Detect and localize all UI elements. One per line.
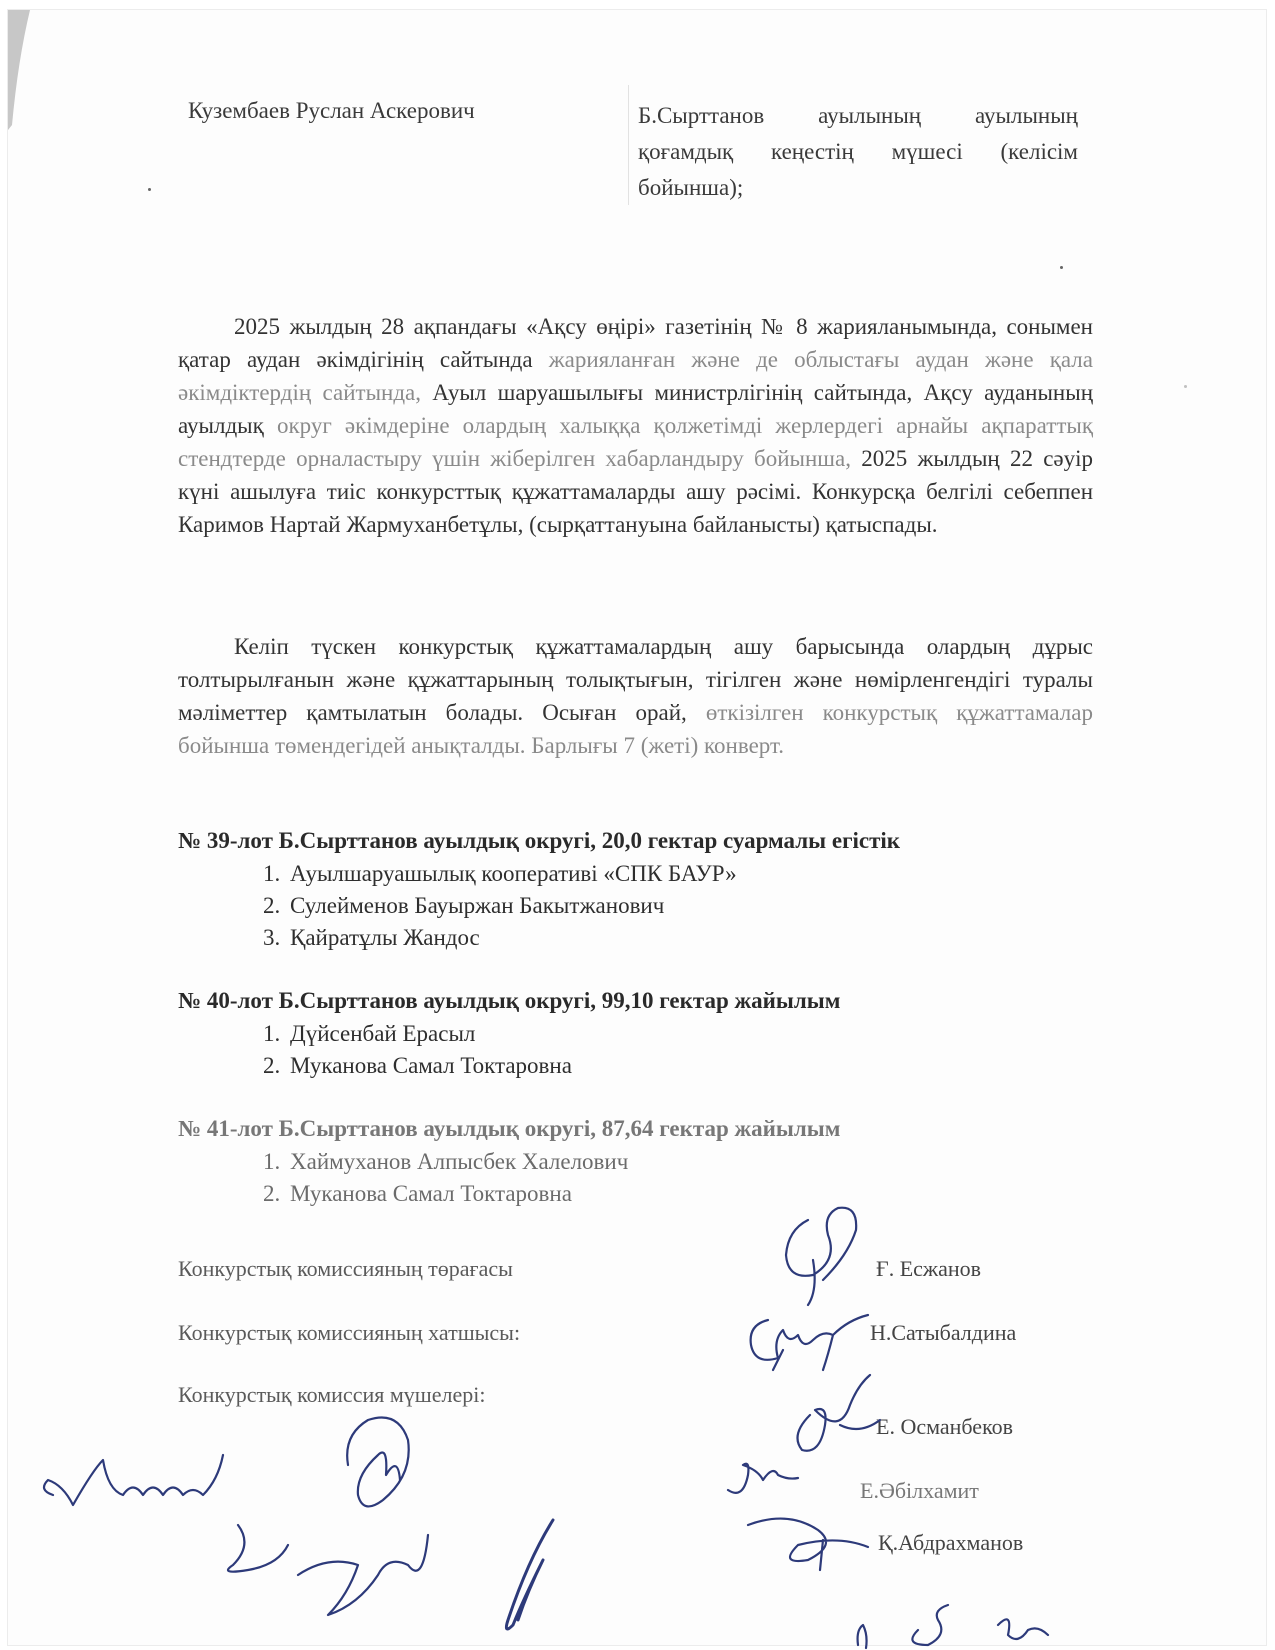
lot-block — [178, 1116, 1098, 1210]
member-signature-3 — [728, 1505, 888, 1575]
scan-speck — [1184, 385, 1187, 388]
paragraph-findings-main: Келіп түскен конкурстық құжаттамалардың ашу барысында олардың дұрыс толтырылғанын және құжаттарының толықтығын, тігілген және нөмірленгендігі туралы мәліметтер қамтылатын болады. Осыған орай, — [178, 634, 1093, 725]
paragraph-opening-faint: жарияланған және де облыстағы аудан және қала әкімдіктердің сайтында, — [178, 347, 1093, 405]
secretary-name: Н.Сатыбалдина — [870, 1320, 1017, 1345]
paragraph-opening-faint-2: округ әкімдеріне олардың халыққа қолжетімді жерлердегі арнайы ақпараттық стендтерде орналастыру үшін жіберілген хабарландыру бойынша, — [178, 413, 1094, 471]
lot-heading: № 39-лот Б.Сырттанов ауылдық округі, 20,0 гектар суармалы егістік — [178, 828, 901, 853]
applicant-list — [178, 1018, 1098, 1082]
bottom-signature-stroke — [488, 1510, 568, 1640]
member-signature-2 — [718, 1450, 808, 1510]
applicant-list — [178, 858, 1098, 954]
member-name-2: Е.Әбілхамит — [860, 1478, 979, 1503]
bottom-signature-left — [33, 1450, 233, 1530]
applicant-item: 1. Ауылшаруашылық кооперативі «СПК БАУР» — [286, 858, 1098, 890]
member-row — [8, 10, 1266, 230]
member-name-1: Е. Османбеков — [876, 1414, 1014, 1439]
lot-block — [178, 988, 1098, 1082]
paragraph-opening-ministry: Ауыл шаруашылығы министрлігінің сайтында, Ақсу ауданының ауылдық — [178, 380, 1094, 438]
applicant-item: 1. Хаймуханов Алпысбек Халелович — [286, 1146, 1098, 1178]
applicant-list — [178, 1146, 1098, 1210]
column-divider — [628, 85, 629, 205]
paragraph-opening-end: 2025 жылдың 22 сәуір күні ашылуға тиіс конкурсттық құжаттамаларды ашу рәсімі. Конкурсқа белгілі себеппен Каримов Нартай Жармуханбетұлы, (сырқаттануына байланысты) қатыспады. — [178, 446, 1094, 537]
members-label: Конкурстық комиссия мүшелері: — [178, 1382, 486, 1407]
applicant-item: 3. Қайратұлы Жандос — [286, 922, 1098, 954]
paragraph-findings — [178, 630, 1093, 762]
bottom-signature-right — [848, 1590, 1088, 1650]
scan-speck — [148, 188, 151, 191]
paragraph-opening-main: 2025 жылдың 28 ақпандағы «Ақсу өңірі» газетінің № 8 жарияланымында, сонымен қатар аудан әкімдігінің сайтында — [178, 314, 1093, 372]
member-name: Кузембаев Руслан Аскерович — [188, 98, 475, 123]
member-role: Б.Сырттанов ауылының ауылының қоғамдық кеңестің мүшесі (келісім бойынша); — [638, 103, 1078, 200]
document-page — [8, 10, 1266, 1645]
member-name-3: Қ.Абдрахманов — [878, 1530, 1024, 1555]
paragraph-findings-faint: өткізілген конкурстық құжаттамалар бойынша төмендегідей анықталды. Барлығы 7 (жеті) конверт. — [178, 700, 1093, 758]
chair-signature — [768, 1200, 878, 1310]
lot-heading: № 40-лот Б.Сырттанов ауылдық округі, 99,10 гектар жайылым — [178, 988, 841, 1013]
scan-speck — [1060, 266, 1063, 269]
chair-name: Ғ. Есжанов — [876, 1256, 982, 1281]
applicant-item: 2. Муканова Самал Токтаровна — [286, 1178, 1098, 1210]
applicant-item: 1. Дүйсенбай Ерасыл — [286, 1018, 1098, 1050]
secretary-label: Конкурстық комиссияның хатшысы: — [178, 1320, 521, 1345]
bottom-signature-middle — [208, 1505, 448, 1645]
lot-heading: № 41-лот Б.Сырттанов ауылдық округі, 87,64 гектар жайылым — [178, 1116, 841, 1141]
applicant-item: 2. Сулейменов Бауыржан Бакытжанович — [286, 890, 1098, 922]
paragraph-opening — [178, 310, 1093, 541]
chair-label: Конкурстық комиссияның төрағасы — [178, 1256, 513, 1281]
lot-block — [178, 828, 1098, 954]
applicant-item: 2. Муканова Самал Токтаровна — [286, 1050, 1098, 1082]
